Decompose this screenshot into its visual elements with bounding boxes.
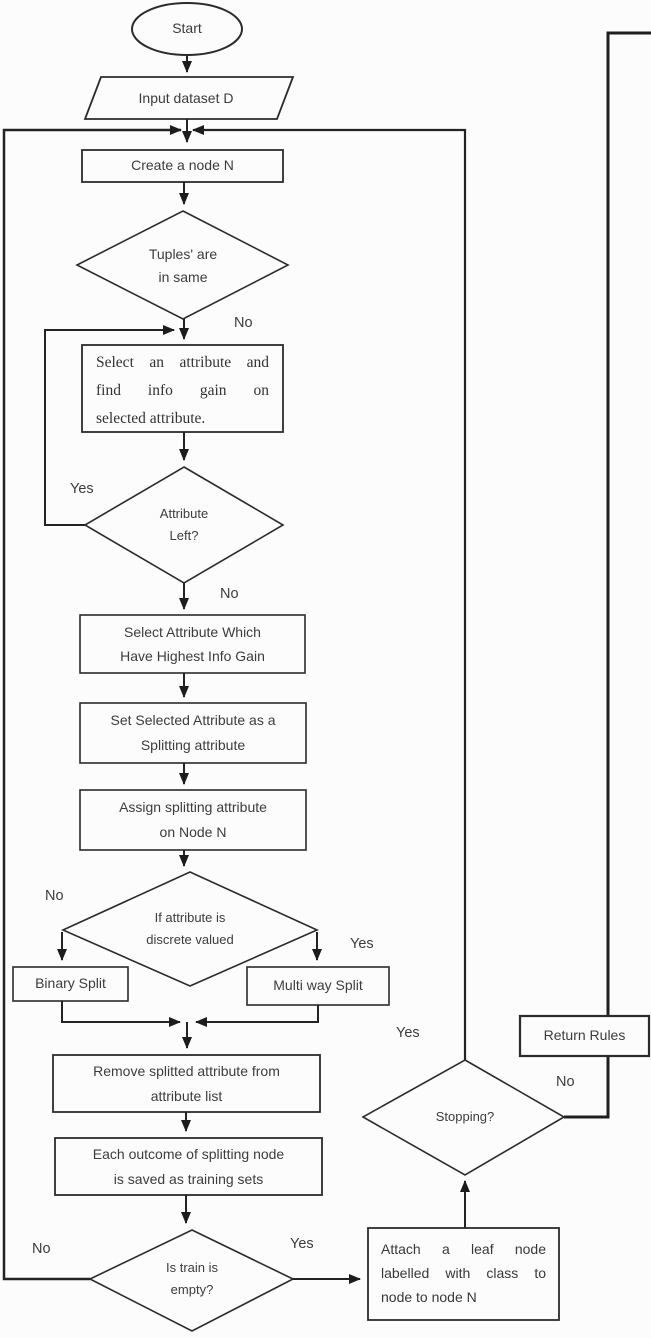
edge-binary-join xyxy=(62,1001,180,1022)
node-start-label: Start xyxy=(172,20,202,36)
node-select-highest-label: Select Attribute Which Have Highest Info Gain xyxy=(120,624,265,664)
edge-label-stopping-yes: Yes xyxy=(396,1025,420,1041)
node-tuples-label: Tuples' are in same xyxy=(148,246,218,285)
node-select-attribute-label: Select an attribute and find info gain on selected attribute. xyxy=(96,354,269,427)
node-is-train-empty-label: Is train is empty? xyxy=(165,1260,218,1297)
node-attach-leaf-label: Attach a leaf node labelled with class to node to node N xyxy=(381,1241,546,1305)
node-binary-split-label: Binary Split xyxy=(35,975,106,992)
node-discrete-valued-label: If attribute is discrete valued xyxy=(146,910,234,947)
edge-label-discrete-no: No xyxy=(45,888,64,904)
edge-label-is-train-no: No xyxy=(32,1241,51,1257)
node-each-outcome-label: Each outcome of splitting node is saved as training sets xyxy=(92,1145,285,1187)
edge-label-stopping-no: No xyxy=(556,1074,575,1090)
edge-label-discrete-yes: Yes xyxy=(350,936,374,952)
node-input-dataset-label: Input dataset D xyxy=(138,90,234,106)
node-stopping-label: Stopping? xyxy=(435,1109,495,1124)
node-remove-splitted-label: Remove splitted attribute from attribute list xyxy=(93,1062,280,1104)
node-assign-splitting-label: Assign splitting attribute on Node N xyxy=(119,799,267,840)
node-set-selected-label: Set Selected Attribute as a Splitting attribute xyxy=(110,712,276,753)
edge-multiway-join xyxy=(196,1005,318,1022)
node-return-rules-label: Return Rules xyxy=(543,1027,626,1044)
node-attribute-left-label: Attribute Left? xyxy=(159,506,209,543)
edge-label-attribute-left-yes: Yes xyxy=(70,481,94,497)
node-create-node-label: Create a node N xyxy=(131,157,234,174)
edge-stopping-no xyxy=(564,33,651,1117)
edge-label-attribute-left-no: No xyxy=(220,586,239,602)
edge-label-tuples-no: No xyxy=(234,315,253,331)
node-multiway-split-label: Multi way Split xyxy=(273,977,363,994)
edge-label-is-train-yes: Yes xyxy=(290,1236,314,1252)
